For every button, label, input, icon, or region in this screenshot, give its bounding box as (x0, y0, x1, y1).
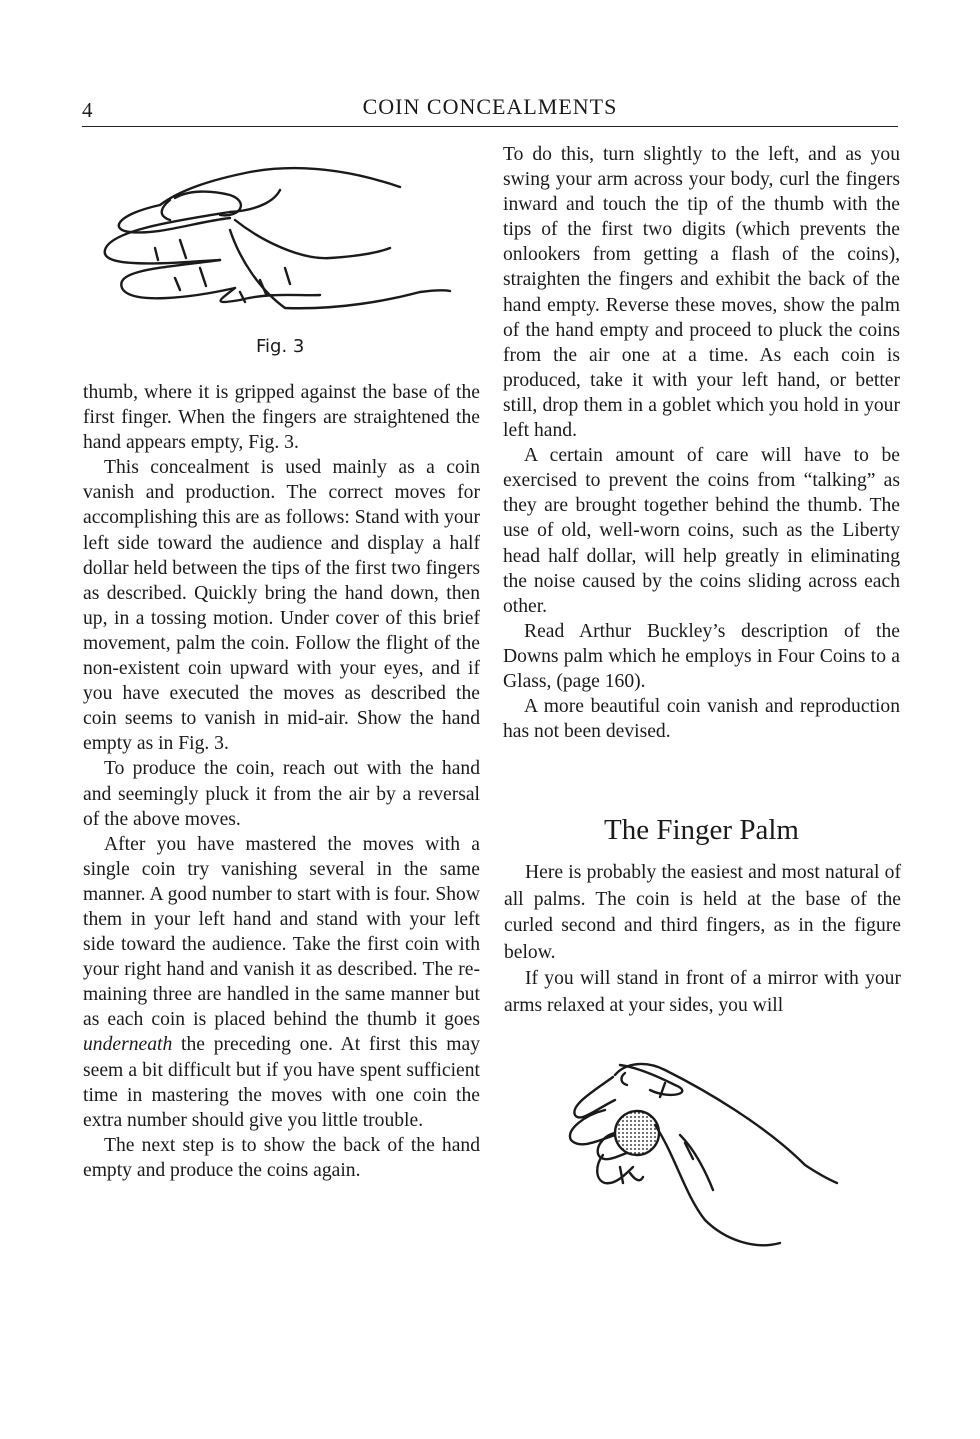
paragraph: A more beautiful coin vanish and reproduction has not been devised. (503, 696, 900, 743)
paragraph (83, 832, 480, 1133)
paragraph: If you will stand in front of a mirror with your arms relaxed at your sides, you will (504, 968, 901, 1016)
paragraph: To produce the coin, reach out with the hand and seemingly pluck it from the air by a reversal of the above moves. (83, 758, 480, 830)
paragraph: thumb, where it is gripped against the base of the first finger. When the fingers are straightened the hand appears empty, Fig. 3. (83, 382, 480, 454)
page-number: 4 (82, 98, 93, 122)
paragraph: Read Arthur Buckley’s description of the Downs palm which he employs in Four Coins to a Glass, (page 160). (503, 620, 900, 692)
paragraph: Here is probably the easiest and most natural of all palms. The coin is held at the base of the curled second and third fingers, as in the figure below. (504, 862, 901, 963)
emphasis-text: underneath (83, 1034, 173, 1056)
running-title: COIN CONCEALMENTS (362, 94, 618, 119)
paragraph: The next step is to show the back of the hand empty and produce the coins again. (83, 1134, 480, 1181)
section-text-column (504, 860, 901, 1019)
hand-coin-illustration-icon (565, 1055, 845, 1255)
section-heading: The Finger Palm (604, 814, 799, 846)
hand-illustration-icon (100, 160, 460, 320)
paragraph: A certain amount of care will have to be exercised to prevent the coins from “talking” as they are brought together behind the thumb. The use of old, well-worn coins, such as the Liberty head half dollar, will help greatly in eliminating the noise caused by the coins sliding across each other. (503, 445, 900, 617)
page-header (82, 92, 898, 127)
paragraph-text: After you have mastered the moves with a single coin try vanishing several in the same manner. A good number to start with is four. Show them in your left hand and stand with your left side toward the audience. Take the first coin with your right hand and vanish it as described. The remaining three are handled in the same manner but as each coin is placed behind the thumb it goes (83, 833, 480, 1031)
paragraph: This concealment is used mainly as a coin vanish and production. The correct moves for accomplishing this are as follows: Stand with your left side toward the audience and display a half dollar held between the tips of the first two fingers as described. Quickly bring the hand down, then up, in a tossing motion. Under cover of this brief movement, palm the coin. Follow the flight of the non-existent coin upward with your eyes, and if you have executed the moves as described the coin seems to vanish in mid-air. Show the hand empty as in Fig. 3. (83, 457, 480, 755)
paragraph: To do this, turn slightly to the left, and as you swing your arm across your body, curl the fingers inward and touch the tip of the thumb with the tips of the first two digits (which prevents the onlookers from getting a flash of the coins), straighten the fingers and exhibit the back of the hand empty. Reverse these moves, show the palm of the hand empty and proceed to pluck the coins from the air one at a time. As each coin is produced, take it with your left hand, or better still, drop them in a goblet which you hold in your left hand. (503, 144, 900, 442)
figure-caption: Fig. 3 (256, 336, 305, 357)
paragraph-text: the preceding one. At first this may seem a bit difficult but if you have spent sufficient time in mastering the moves with one coin the extra number should give you little trouble. (83, 1034, 480, 1131)
left-text-column (83, 380, 480, 1183)
right-text-column (503, 142, 900, 744)
